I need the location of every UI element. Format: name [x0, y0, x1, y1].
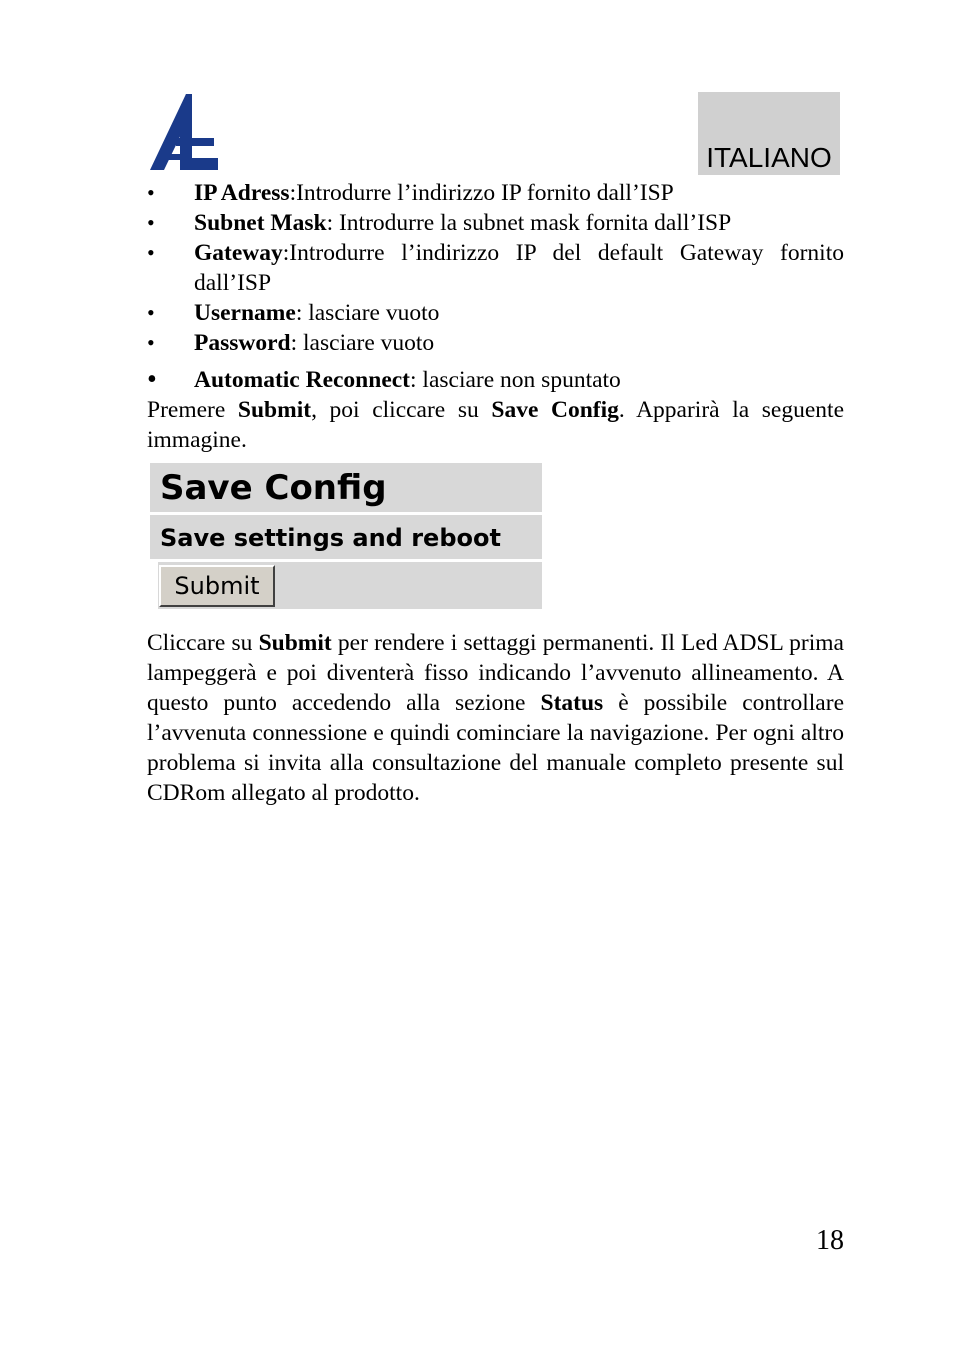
- language-label: ITALIANO: [706, 142, 832, 173]
- language-tab: [698, 92, 840, 175]
- save-settings-row: [150, 515, 542, 559]
- save-config-screenshot: [149, 462, 543, 610]
- list-item: • Username: lasciare vuoto: [147, 298, 844, 328]
- conclusion-section: [147, 628, 844, 808]
- instructions-section: [147, 178, 844, 455]
- list-item: • Gateway:Introdurre l’indirizzo IP del default Gateway fornito dall’ISP: [147, 238, 844, 298]
- save-config-title: Save Config: [160, 468, 387, 508]
- save-config-header: [150, 463, 542, 512]
- list-item: • Password: lasciare vuoto: [147, 328, 844, 358]
- row-gutter: [150, 562, 158, 609]
- list-item: • Automatic Reconnect: lasciare non spuntato: [147, 365, 844, 395]
- submit-button[interactable]: Submit: [159, 565, 275, 607]
- conclusion-paragraph: Cliccare su Submit per rendere i settaggi permanenti. Il Led ADSL prima lampeggerà e poi diventerà fisso indicando l’avvenuto allineamento. A questo punto accedendo alla sezione Status è possibile controllare l’avvenuta connessione e quindi cominciare la navigazione. Per ogni altro problema si invita alla consultazione del manuale completo presente sul CDRom allegato al prodotto.: [147, 630, 844, 806]
- atlantis-a-logo-icon: [146, 92, 222, 172]
- save-settings-label: Save settings and reboot: [160, 524, 501, 552]
- list-item: • IP Adress:Introdurre l’indirizzo IP fornito dall’ISP: [147, 178, 844, 208]
- settings-list: [147, 178, 844, 395]
- list-item: • Subnet Mask: Introdurre la subnet mask fornita dall’ISP: [147, 208, 844, 238]
- instruction-paragraph: Premere Submit, poi cliccare su Save Config. Apparirà la seguente immagine.: [147, 397, 845, 453]
- submit-row: [150, 562, 542, 609]
- page-number: 18: [816, 1225, 844, 1256]
